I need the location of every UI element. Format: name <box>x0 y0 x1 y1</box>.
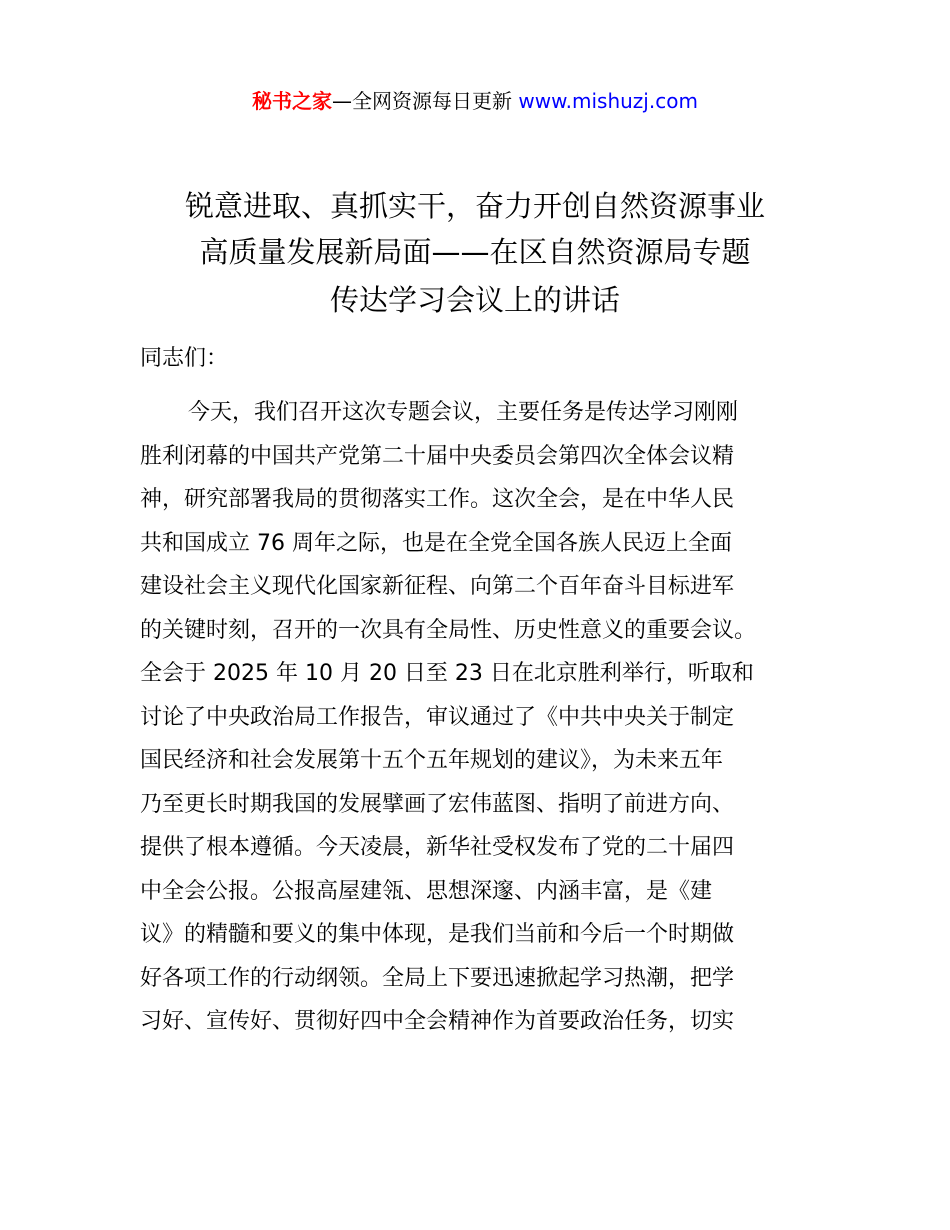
body-line: 共和国成立 76 周年之际，也是在全党全国各族人民迈上全面 <box>140 530 732 556</box>
body-line: 习好、宣传好、贯彻好四中全会精神作为首要政治任务，切实 <box>140 1009 735 1034</box>
title-line: 高质量发展新局面——在区自然资源局专题 <box>199 235 751 269</box>
title-line: 传达学习会议上的讲话 <box>329 283 620 317</box>
body-line: 提供了根本遵循。今天凌晨，新华社受权发布了党的二十届四 <box>140 835 735 860</box>
body-line: 今天，我们召开这次专题会议，主要任务是传达学习刚刚 <box>188 400 739 425</box>
body-line: 好各项工作的行动纲领。全局上下要迅速掀起学习热潮，把学 <box>140 965 735 991</box>
body-line: 中全会公报。公报高屋建瓴、思想深邃、内涵丰富，是《建 <box>140 878 713 904</box>
site-url-link[interactable]: www.mishuzj.com <box>518 89 698 113</box>
header-tagline: —全网资源每日更新 <box>332 89 519 113</box>
body-line: 议》的精髓和要义的集中体现，是我们当前和今后一个时期做 <box>140 922 735 947</box>
body-line: 神，研究部署我局的贯彻落实工作。这次全会，是在中华人民 <box>140 487 735 512</box>
body-paragraph <box>140 391 820 1044</box>
body-line: 全会于 2025 年 10 月 20 日至 23 日在北京胜利举行，听取和 <box>140 661 754 686</box>
salutation: 同志们： <box>140 346 229 371</box>
body-line: 讨论了中央政治局工作报告，审议通过了《中共中央关于制定 <box>140 704 735 730</box>
brand-name: 秘书之家 <box>252 89 333 113</box>
body-line: 乃至更长时期我国的发展擘画了宏伟蓝图、指明了前进方向、 <box>140 791 735 817</box>
site-header <box>0 86 950 116</box>
body-line: 的关键时刻，召开的一次具有全局性、历史性意义的重要会议。 <box>140 617 757 643</box>
body-line: 建设社会主义现代化国家新征程、向第二个百年奋斗目标进军 <box>140 574 735 599</box>
document-title <box>120 183 830 323</box>
title-line: 锐意进取、真抓实干，奋力开创自然资源事业 <box>184 189 765 223</box>
body-line: 国民经济和社会发展第十五个五年规划的建议》，为未来五年 <box>140 748 724 773</box>
body-line: 胜利闭幕的中国共产党第二十届中央委员会第四次全体会议精 <box>140 443 735 469</box>
